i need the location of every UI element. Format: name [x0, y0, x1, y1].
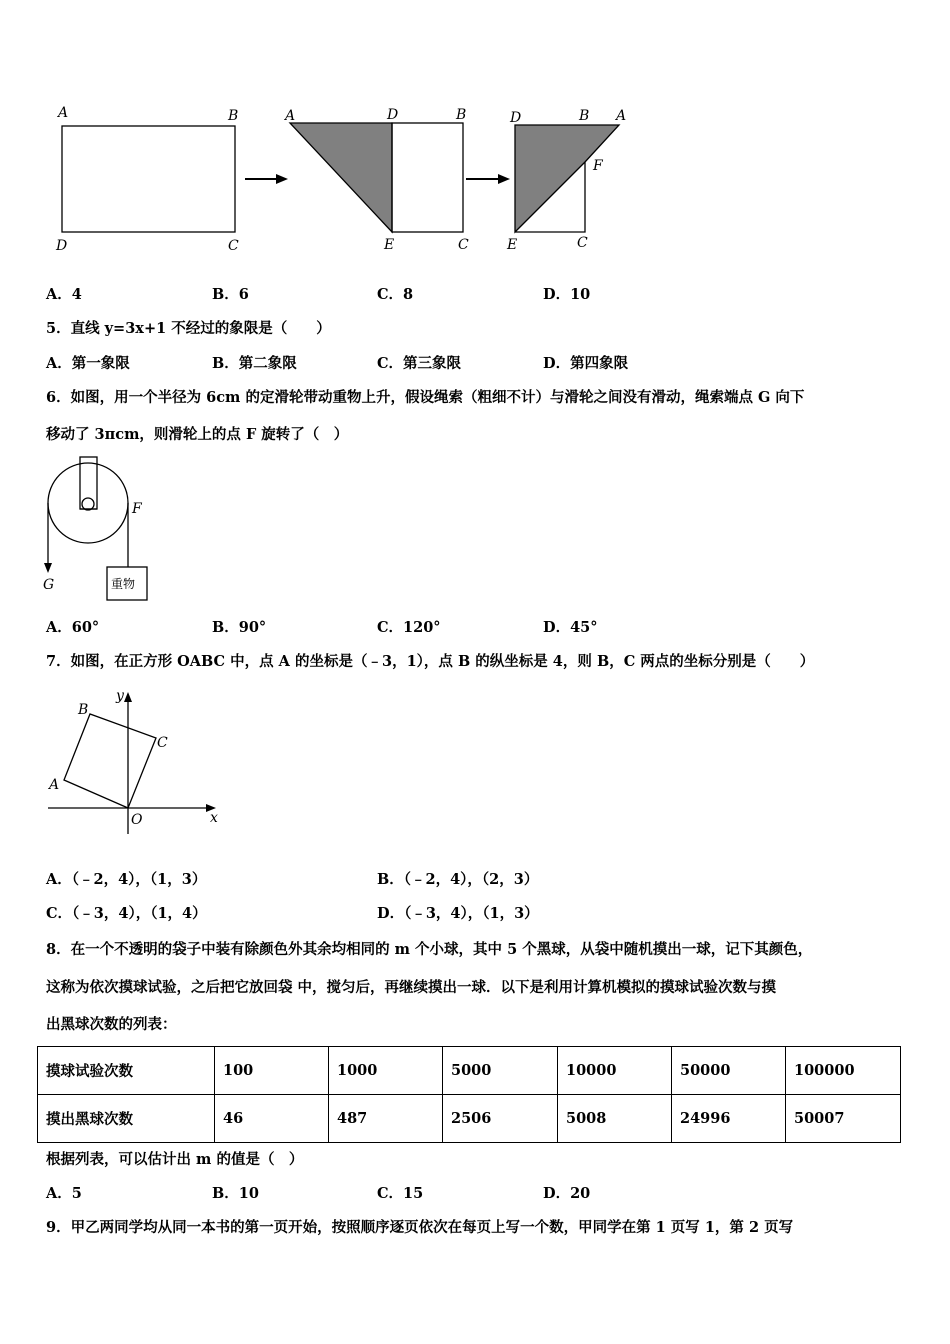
label-b-2: B: [456, 107, 467, 123]
experiment-table: [37, 1046, 901, 1143]
label-c-3: C: [577, 235, 588, 251]
q7-stem: 7．如图，在正方形 OABC 中，点 A 的坐标是（﹣3，1），点 B 的纵坐标是 4，则 B，C 两点的坐标分别是（ ）: [46, 653, 815, 670]
label-e-3: E: [507, 237, 518, 253]
q8-stem-line3: 出黑球次数的列表：: [46, 1016, 177, 1033]
q6-option-c[interactable]: C．120°: [377, 619, 441, 636]
label-g: G: [43, 577, 55, 593]
label-c-1: C: [228, 238, 239, 254]
q6-stem-line2: 移动了 3πcm，则滑轮上的点 F 旋转了（ ）: [46, 426, 349, 443]
label-o: O: [131, 812, 143, 828]
label-b-1: B: [228, 108, 239, 124]
label-f-3: F: [593, 158, 603, 174]
label-b-3: B: [579, 108, 590, 124]
q8-option-c[interactable]: C．15: [377, 1185, 424, 1202]
q5-option-c[interactable]: C．第三象限: [377, 355, 462, 372]
y-axis-arrow-icon: [124, 692, 132, 702]
label-f: F: [132, 501, 142, 517]
table-cell: 1000: [329, 1047, 443, 1095]
rectangle-abcd: [62, 126, 235, 232]
table-cell: 摸球试验次数: [38, 1047, 215, 1095]
q7-option-c[interactable]: C．（﹣3，4），（1，4）: [46, 905, 207, 922]
table-cell: 5008: [558, 1095, 672, 1143]
q5-option-b[interactable]: B．第二象限: [212, 355, 297, 372]
square-oabc: [64, 714, 156, 808]
table-cell: 10000: [558, 1047, 672, 1095]
q7-option-a[interactable]: A．（﹣2，4），（1，3）: [46, 871, 207, 888]
q9-stem-line1: 9．甲乙两同学均从同一本书的第一页开始，按照顺序逐页依次在每页上写一个数，甲同学在第 1 页写 1，第 2 页写: [46, 1219, 794, 1236]
shaded-triangle-ade: [290, 123, 392, 232]
table-cell: 5000: [443, 1047, 558, 1095]
label-d-1: D: [56, 238, 68, 254]
table-cell: 100: [215, 1047, 329, 1095]
table-cell: 2506: [443, 1095, 558, 1143]
q7-option-b[interactable]: B．（﹣2，4），（2，3）: [377, 871, 539, 888]
label-c: C: [157, 735, 168, 751]
q6-stem-line1: 6．如图，用一个半径为 6cm 的定滑轮带动重物上升，假设绳索（粗细不计）与滑轮之间没有滑动，绳索端点 G 向下: [46, 389, 805, 406]
label-a-2: A: [285, 108, 296, 124]
q4-option-a[interactable]: A．4: [46, 286, 82, 303]
label-d-2: D: [387, 107, 399, 123]
table-cell: 摸出黑球次数: [38, 1095, 215, 1143]
q6-option-b[interactable]: B．90°: [212, 619, 267, 636]
q6-option-a[interactable]: A．60°: [46, 619, 100, 636]
q8-option-d[interactable]: D．20: [543, 1185, 591, 1202]
table-cell: 46: [215, 1095, 329, 1143]
q5-option-a[interactable]: A．第一象限: [46, 355, 130, 372]
shaded-quadrilateral: [515, 125, 619, 232]
q4-option-c[interactable]: C．8: [377, 286, 414, 303]
table-cell: 100000: [786, 1047, 901, 1095]
table-cell: 50000: [672, 1047, 786, 1095]
label-a: A: [49, 777, 60, 793]
q8-option-b[interactable]: B．10: [212, 1185, 259, 1202]
folding-figure: [40, 100, 650, 260]
table-cell: 50007: [786, 1095, 901, 1143]
label-e-2: E: [384, 237, 395, 253]
label-d-3: D: [510, 110, 522, 126]
label-x: x: [210, 810, 218, 826]
weight-label: 重物: [111, 577, 136, 591]
label-a-1: A: [58, 105, 69, 121]
q8-stem-line2: 这称为依次摸球试验，之后把它放回袋 中，搅匀后，再继续摸出一球．以下是利用计算机模拟的摸球试验次数与摸: [46, 979, 777, 996]
square-coordinate-figure: [40, 686, 230, 846]
q8-question: 根据列表，可以估计出 m 的值是（ ）: [46, 1151, 304, 1168]
pulley-figure: [40, 455, 160, 610]
table-row: [38, 1095, 901, 1143]
q8-stem-line1: 8．在一个不透明的袋子中装有除颜色外其余均相同的 m 个小球，其中 5 个黑球，从袋中随机摸出一球，记下其颜色，: [46, 941, 813, 958]
label-c-2: C: [458, 237, 469, 253]
table-cell: 24996: [672, 1095, 786, 1143]
q6-option-d[interactable]: D．45°: [543, 619, 598, 636]
label-a-3: A: [616, 108, 627, 124]
label-y: y: [116, 688, 124, 704]
arrow-down-icon: [44, 563, 52, 573]
label-b: B: [78, 702, 89, 718]
table-row: [38, 1047, 901, 1095]
q4-option-b[interactable]: B．6: [212, 286, 249, 303]
table-cell: 487: [329, 1095, 443, 1143]
q4-option-d[interactable]: D．10: [543, 286, 591, 303]
rectangle-dbce: [392, 123, 463, 232]
q5-stem: 5．直线 y=3x+1 不经过的象限是（ ）: [46, 320, 331, 337]
arrow-right-icon: [245, 174, 288, 184]
arrow-right-icon: [466, 174, 510, 184]
q8-option-a[interactable]: A．5: [46, 1185, 82, 1202]
q7-option-d[interactable]: D．（﹣3，4），（1，3）: [377, 905, 539, 922]
q5-option-d[interactable]: D．第四象限: [543, 355, 629, 372]
